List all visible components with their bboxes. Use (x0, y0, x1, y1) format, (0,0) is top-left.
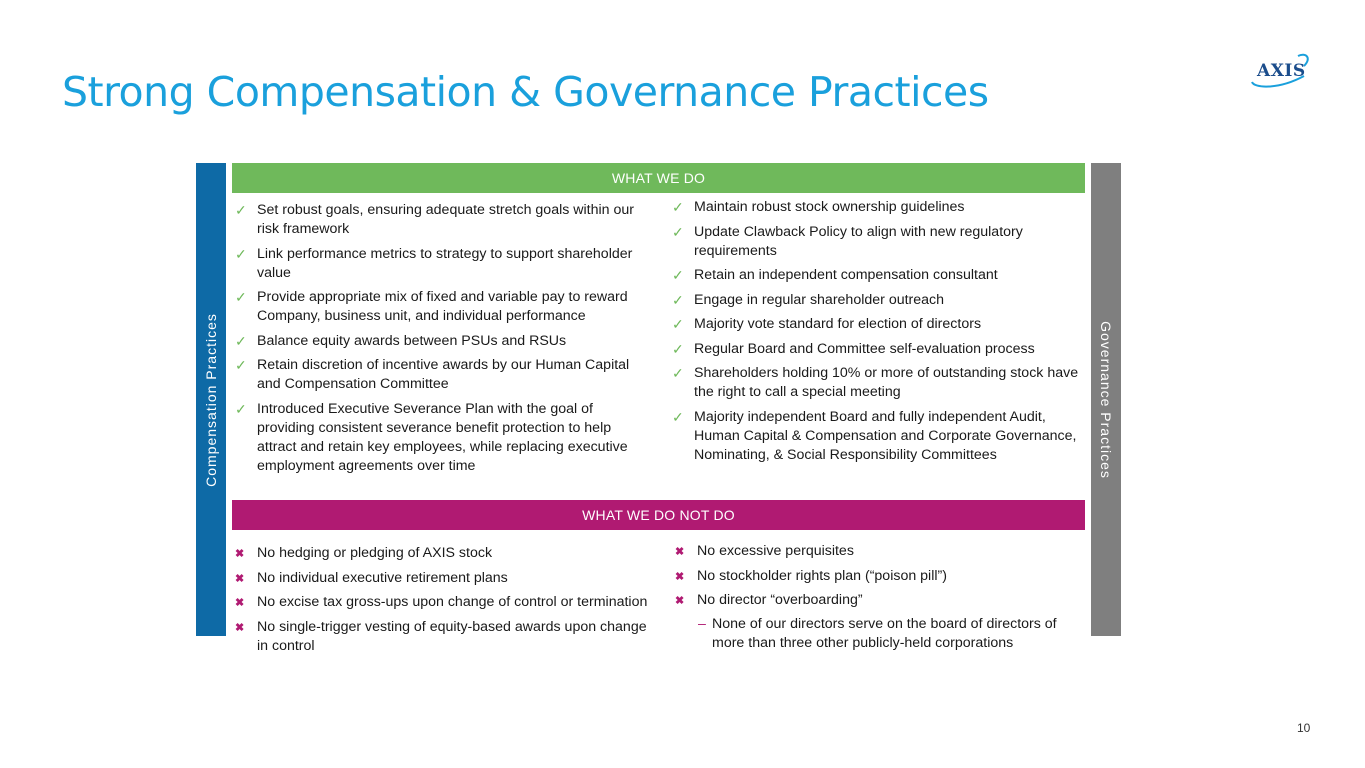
list-item-text: Introduced Executive Severance Plan with the goal of providing consistent severance benefit protection to help attract and retain key employees, while replacing executive employment agreements over time (257, 400, 628, 474)
compensation-practices-label: Compensation Practices (203, 312, 219, 487)
list-item (232, 618, 652, 656)
cross-icon: ✖ (675, 595, 685, 607)
page-number: 10 (1297, 721, 1311, 735)
what-we-do-header: WHAT WE DO (232, 163, 1085, 193)
list-item (669, 340, 1087, 359)
list-item (232, 569, 652, 588)
list-item (669, 315, 1087, 334)
list-item-text: No single-trigger vesting of equity-based awards upon change in control (257, 618, 647, 654)
list-item (669, 291, 1087, 310)
list-item-text: No stockholder rights plan (“poison pill”) (697, 567, 947, 584)
cross-icon: ✖ (235, 621, 245, 634)
list-item (669, 266, 1087, 285)
list-item-text: No individual executive retirement plans (257, 569, 508, 586)
list-item-text: No excessive perquisites (697, 543, 854, 559)
what-we-do-not-do-header: WHAT WE DO NOT DO (232, 500, 1085, 530)
page-title: Strong Compensation & Governance Practices (62, 68, 989, 116)
list-item (232, 356, 652, 394)
list-item-text: Balance equity awards between PSUs and RSUs (257, 332, 567, 349)
checkmark-icon: ✓ (672, 340, 684, 357)
list-item (672, 542, 1087, 561)
list-item (232, 400, 652, 476)
list-item (669, 364, 1087, 402)
dash-icon: – (698, 615, 706, 632)
what-we-do-not-do-compensation-list (232, 544, 652, 661)
list-item-text: Retain discretion of incentive awards by our Human Capital and Compensation Committee (257, 357, 630, 392)
list-item-text: Shareholders holding 10% or more of outstanding stock have the right to call a special meeting (694, 365, 1079, 400)
list-item-text: Retain an independent compensation consultant (694, 267, 998, 283)
list-item-text: Majority independent Board and fully independent Audit, Human Capital & Compensation and Corporate Governance, Nominating, & Social Responsibility Committees (694, 408, 1077, 463)
list-item (669, 408, 1087, 465)
list-item (232, 201, 652, 239)
list-item (232, 245, 652, 283)
list-item-text: Maintain robust stock ownership guidelines (694, 199, 965, 215)
what-we-do-compensation-list (232, 201, 652, 481)
list-item-text: Update Clawback Policy to align with new regulatory requirements (694, 223, 1023, 259)
checkmark-icon: ✓ (235, 400, 247, 417)
list-item-text: Majority vote standard for election of directors (694, 316, 982, 332)
cross-icon: ✖ (235, 548, 245, 560)
checkmark-icon: ✓ (672, 267, 684, 283)
checkmark-icon: ✓ (672, 365, 684, 381)
list-item (232, 332, 652, 351)
list-item (672, 567, 1087, 586)
list-item (672, 591, 1087, 610)
cross-icon: ✖ (675, 546, 685, 558)
list-item-text: Engage in regular shareholder outreach (694, 291, 945, 308)
checkmark-icon: ✓ (672, 291, 684, 308)
checkmark-icon: ✓ (235, 202, 247, 218)
list-item-text: No hedging or pledging of AXIS stock (257, 545, 493, 561)
list-item-text: Set robust goals, ensuring adequate stretch goals within our risk framework (257, 202, 634, 237)
checkmark-icon: ✓ (672, 223, 684, 240)
governance-practices-label: Governance Practices (1098, 320, 1114, 479)
checkmark-icon: ✓ (235, 245, 247, 262)
list-item (232, 288, 652, 326)
list-item (232, 593, 652, 612)
list-item (669, 223, 1087, 261)
checkmark-icon: ✓ (672, 316, 684, 332)
list-item-text: No excise tax gross-ups upon change of control or termination (257, 594, 648, 610)
cross-icon: ✖ (235, 572, 245, 585)
list-item-text: No director “overboarding” (697, 592, 863, 608)
list-item (232, 544, 652, 563)
checkmark-icon: ✓ (672, 408, 684, 425)
list-item-text: Provide appropriate mix of fixed and variable pay to reward Company, business unit, and individual performance (257, 289, 628, 324)
list-item-text: Link performance metrics to strategy to support shareholder value (257, 245, 633, 281)
cross-icon: ✖ (235, 597, 245, 609)
what-we-do-not-do-governance-list (672, 542, 1087, 653)
cross-icon: ✖ (675, 570, 685, 583)
checkmark-icon: ✓ (235, 332, 247, 349)
sub-list-item (672, 615, 1087, 653)
axis-logo (1248, 48, 1312, 92)
what-we-do-governance-list (669, 198, 1087, 470)
checkmark-icon: ✓ (235, 357, 247, 373)
list-item (669, 198, 1087, 217)
checkmark-icon: ✓ (235, 289, 247, 305)
list-item-text: Regular Board and Committee self-evaluation process (694, 340, 1035, 357)
governance-practices-bar (1091, 163, 1121, 636)
logo-text: AXIS (1257, 61, 1306, 81)
compensation-practices-bar (196, 163, 226, 636)
checkmark-icon: ✓ (672, 199, 684, 215)
sub-list-item-text: None of our directors serve on the board of directors of more than three other publicly-held corporations (712, 615, 1057, 651)
